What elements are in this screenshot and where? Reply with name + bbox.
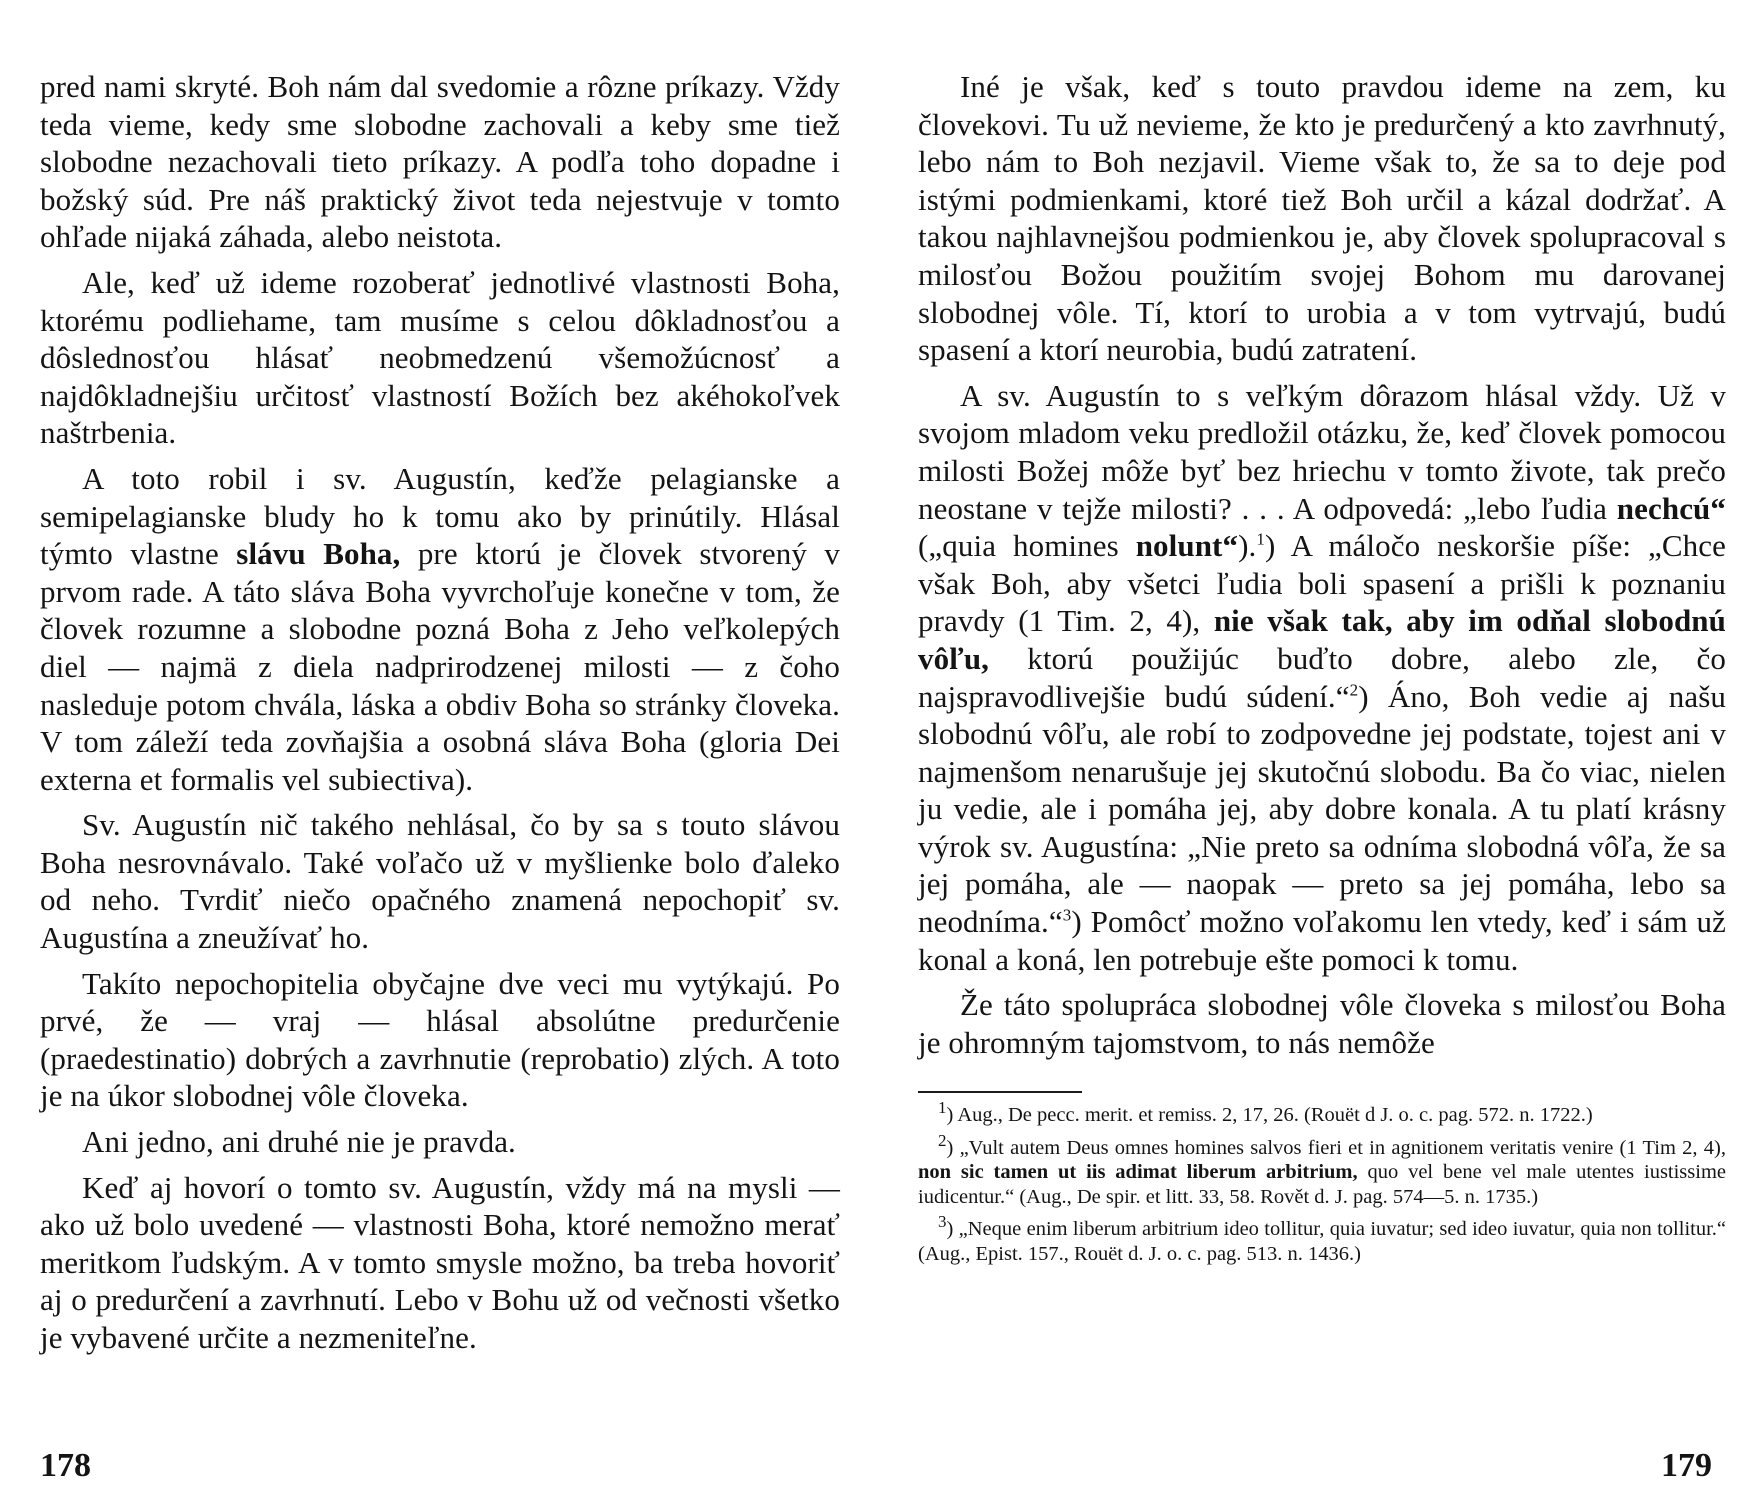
- paragraph: [40, 965, 840, 1115]
- text-run: Že táto spolupráca slobodnej vôle človeka s milosťou Boha je ohromným tajomstvom, to nás nemôže: [918, 987, 1726, 1060]
- footnotes: [918, 1098, 1727, 1266]
- text-run: pre ktorú je človek stvorený v prvom rade. A táto sláva Boha vyvrchoľuje konečne v tom, že človek rozumne a slobodne pozná Boha z Jeho veľkolepých diel — najmä z diela nadprirodzenej milosti — z čoho nasleduje potom chvála, láska a obdiv Boha so stránky človeka. V tom záleží teda zovňajšia a osobná sláva Boha (gloria Dei externa et formalis vel subiectiva).: [40, 536, 840, 797]
- text-run: ) Áno, Boh vedie aj našu slobodnú vôľu, ale robí to zodpovedne jej podstate, tojest ani v najmenšom nenarušuje jej skutočnú slobodu. Ba čo viac, nielen ju vedie, ale i pomáha jej, aby dobre konala. A tu platí krásny výrok sv. Augustína: „Nie preto sa odníma slobodná vôľa, že sa jej pomáha, ale — naopak — preto sa jej pomáha, lebo sa neodníma.“: [918, 678, 1726, 940]
- paragraph: [40, 1123, 840, 1161]
- text-run: ).: [1238, 528, 1257, 564]
- footnote-separator: [918, 1091, 1082, 1093]
- text-run: ) A máločo neskoršie píše: „Chce však Boh, aby všetci ľudia boli spasení a prišli k poznaniu pravdy (1 Tim. 2, 4),: [918, 528, 1726, 639]
- right-page: [918, 68, 1726, 1274]
- paragraph: [40, 460, 840, 798]
- paragraph: [40, 1169, 840, 1357]
- left-page: [40, 68, 840, 1357]
- text-run: Sv. Augustín nič takého nehlásal, čo by sa s touto slávou Boha nesrovnávalo. Také voľačo už v myšlienke bolo ďaleko od neho. Tvrdiť niečo opačného znamená nepochopiť sv. Augustína a zneužívať ho.: [40, 807, 840, 956]
- text-run: Iné je však, keď s touto pravdou ideme na zem, ku človekovi. Tu už nevieme, že kto je predurčený a kto zavrhnutý, lebo nám to Boh nezjavil. Vieme však to, že sa to deje pod istými podmienkami, ktoré tiež Boh určil a kázal dodržať. A takou najhlavnejšou podmienkou je, aby človek spolupracoval s milosťou Božou použitím svojej Bohom mu darovanej slobodnej vôle. Tí, ktorí to urobia a v tom vytrvajú, budú spasení a ktorí neurobia, budú zatratení.: [918, 69, 1726, 368]
- text-run: A sv. Augustín to s veľkým dôrazom hlásal vždy. Už v svojom mladom veku predložil otázku, že, keď človek pomocou milosti Božej môže byť bez hriechu v tomto živote, tak prečo neostane v tejže milosti? . . . A odpovedá: „lebo ľudia: [918, 377, 1726, 526]
- paragraph: [40, 264, 840, 452]
- text-run: ) „Neque enim liberum arbitrium ideo tollitur, quia iuvatur; sed ideo iuvatur, quia non tollitur.“ (Aug., Epist. 157., Rouët d. J. o. c. pag. 513. n. 1436.): [918, 1218, 1726, 1265]
- footnote-marker: 2: [1349, 680, 1359, 700]
- bold-text: non sic tamen ut iis adimat liberum arbitrium,: [918, 1161, 1358, 1184]
- text-run: ) Aug., De pecc. merit. et remiss. 2, 17, 26. (Rouët d J. o. c. pag. 572. n. 1722.): [946, 1104, 1593, 1127]
- page-number-left: 178: [40, 1447, 91, 1484]
- text-run: A toto robil i sv. Augustín, keďže pelagianske a semipelagianske bludy ho k tomu ako by prinútily. Hlásal týmto vlastne: [40, 460, 840, 572]
- paragraph: [918, 986, 1726, 1061]
- footnote-marker: 3: [1062, 905, 1072, 925]
- text-run: quo vel bene vel male utentes iustissime iudicentur.“ (Aug., De spir. et litt. 33, 58. Rovět d. J. pag. 574—5. n. 1735.): [918, 1161, 1727, 1208]
- footnote-marker: 2: [938, 1131, 947, 1151]
- text-run: („quia homines: [918, 528, 1136, 564]
- bold-text: nechcú“: [1616, 490, 1726, 526]
- paragraph: [40, 68, 840, 256]
- text-run: ) „Vult autem Deus omnes homines salvos fieri et in agnitionem veritatis venire (1 Tim 2, 4),: [946, 1136, 1726, 1159]
- paragraph: [918, 68, 1726, 369]
- footnote: [918, 1212, 1726, 1266]
- footnote-marker: 3: [938, 1212, 947, 1232]
- text-run: ktorú použijúc buďto dobre, alebo zle, čo najspravodlivejšie budú súdení.“: [918, 640, 1726, 714]
- text-run: Takíto nepochopitelia obyčajne dve veci mu vytýkajú. Po prvé, že — vraj — hlásal absolútne predurčenie (praedestinatio) dobrých a zavrhnutie (reprobatio) zlých. A toto je na úkor slobodnej vôle človeka.: [40, 965, 840, 1114]
- text-run: Ale, keď už ideme rozoberať jednotlivé vlastnosti Boha, ktorému podliehame, tam musíme s celou dôkladnosťou a dôslednosťou hlásať neobmedzenú všemožúcnosť a najdôkladnejšiu určitosť vlastností Božích bez akéhokoľvek naštrbenia.: [40, 264, 840, 451]
- footnote-marker: 1: [938, 1098, 947, 1118]
- text-run: ) Pomôcť možno voľakomu len vtedy, keď i sám už konal a koná, len potrebuje ešte pomoci k tomu.: [918, 904, 1726, 977]
- text-run: Ani jedno, ani druhé nie je pravda.: [82, 1124, 516, 1160]
- bold-text: nie však tak, aby im odňal slobodnú vôľu,: [918, 603, 1726, 676]
- paragraph: [40, 806, 840, 956]
- text-run: pred nami skryté. Boh nám dal svedomie a rôzne príkazy. Vždy teda vieme, kedy sme slobodne zachovali a keby sme tiež slobodne nezachovali tieto príkazy. A podľa toho dopadne i božský súd. Pre náš praktický život teda nejestvuje v tomto ohľade nijaká záhada, alebo neistota.: [40, 69, 840, 255]
- bold-text: slávu Boha,: [236, 536, 401, 572]
- paragraph: [918, 377, 1726, 979]
- bold-text: nolunt“: [1135, 528, 1239, 564]
- page-number-right: 179: [1661, 1447, 1712, 1484]
- left-page-text: [40, 68, 840, 1357]
- right-page-text: [918, 68, 1726, 1061]
- footnote: [918, 1098, 1726, 1128]
- footnote-marker: 1: [1256, 529, 1265, 549]
- footnote: [918, 1131, 1727, 1210]
- text-run: Keď aj hovorí o tomto sv. Augustín, vždy má na mysli — ako už bolo uvedené — vlastnosti Boha, ktoré nemožno merať meritkom ľudským. A v tomto smysle možno, ba treba hovoriť aj o predurčení a zavrhnutí. Lebo v Bohu už od večnosti všetko je vybavené určite a nezmeniteľne.: [40, 1169, 840, 1355]
